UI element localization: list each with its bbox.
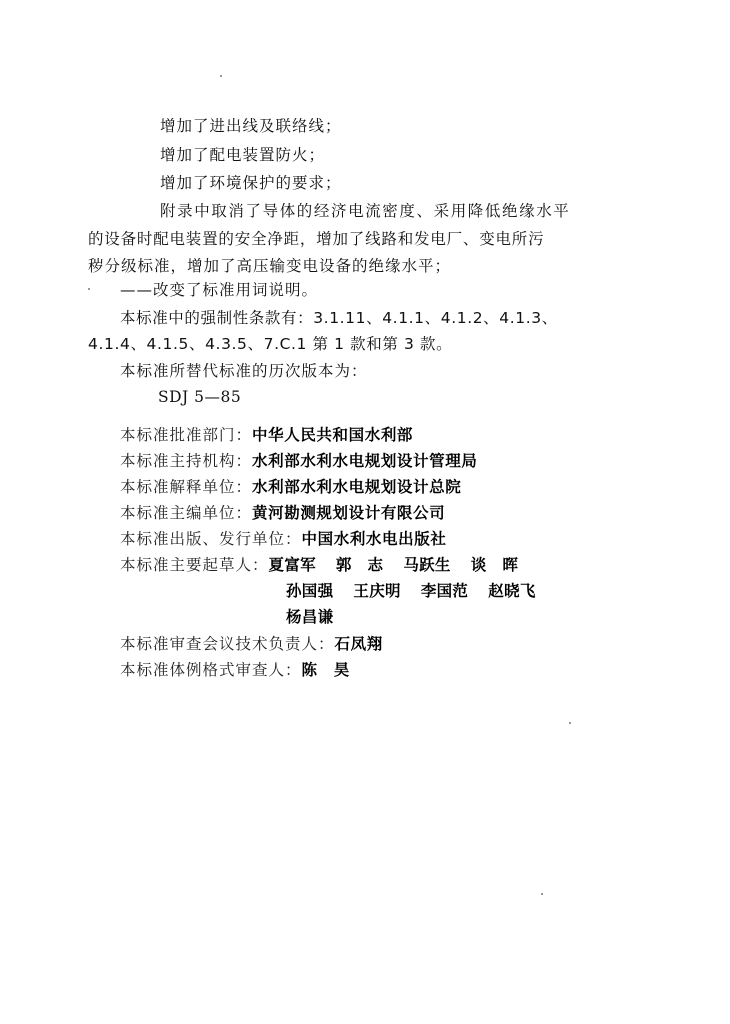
paragraph-line: 本标准中的强制性条款有：3.1.11、4.1.1、4.1.2、4.1.3、 — [120, 309, 558, 327]
scan-speck — [569, 722, 571, 724]
drafter-name: 夏富军 — [268, 556, 316, 574]
previous-edition-code: SDJ 5—85 — [158, 388, 242, 406]
credit-label: 本标准体例格式审查人： — [120, 661, 302, 679]
paragraph-line: 秽分级标准，增加了高压输变电设备的绝缘水平； — [88, 257, 452, 275]
paragraph-line: 本标准所替代标准的历次版本为： — [120, 362, 368, 380]
credit-label: 本标准主编单位： — [120, 504, 253, 522]
credit-label: 本标准批准部门： — [120, 426, 253, 444]
paragraph-line: 增加了配电装置防火； — [160, 146, 326, 164]
drafter-name: 李国范 — [420, 582, 469, 600]
credit-label: 本标准解释单位： — [120, 478, 253, 496]
drafter-name: 赵晓飞 — [488, 582, 536, 600]
credit-value: 中国水利水电出版社 — [301, 530, 447, 548]
credit-publisher — [120, 529, 446, 549]
paragraph-line: ——改变了标准用词说明。 — [120, 281, 319, 299]
credit-label: 本标准出版、发行单位： — [120, 530, 302, 548]
credit-drafters-row3 — [286, 607, 353, 627]
credit-value: 水利部水利水电规划设计总院 — [252, 478, 462, 496]
credit-label: 本标准主要起草人： — [120, 556, 269, 574]
credit-drafters-row2 — [286, 581, 556, 601]
paragraph-line: 4.1.4、4.1.5、4.3.5、7.C.1 第 1 款和第 3 款。 — [88, 335, 453, 353]
credit-value: 水利部水利水电规划设计管理局 — [252, 452, 478, 470]
drafter-name: 杨昌谦 — [286, 608, 334, 626]
paragraph-line: 的设备时配电装置的安全净距，增加了线路和发电厂、变电所污 — [88, 230, 545, 248]
drafter-name: 谈 晖 — [470, 556, 519, 574]
scan-speck — [541, 893, 543, 895]
credit-review — [120, 634, 383, 654]
paragraph-line: 增加了进出线及联络线； — [160, 117, 342, 135]
credit-value: 陈 昊 — [301, 661, 350, 679]
drafter-name: 郭 志 — [335, 556, 384, 574]
paragraph-line: 附录中取消了导体的经济电流密度、采用降低绝缘水平 — [160, 202, 571, 220]
credit-format — [120, 660, 350, 680]
drafter-name: 王庆明 — [353, 582, 401, 600]
paragraph-line: 增加了环境保护的要求； — [160, 174, 342, 192]
scan-speck — [220, 75, 222, 77]
credit-value: 石凤翔 — [334, 635, 383, 653]
credit-interpret — [120, 477, 461, 497]
credit-drafters — [120, 555, 538, 575]
credit-value: 黄河勘测规划设计有限公司 — [252, 504, 446, 522]
drafter-name: 孙国强 — [286, 582, 334, 600]
scan-speck — [88, 288, 90, 290]
credit-label: 本标准审查会议技术负责人： — [120, 635, 335, 653]
credit-label: 本标准主持机构： — [120, 452, 253, 470]
credit-approval — [120, 425, 413, 445]
drafter-name: 马跃生 — [403, 556, 451, 574]
credit-value: 中华人民共和国水利部 — [252, 426, 414, 444]
credit-host — [120, 451, 477, 471]
credit-editor — [120, 503, 445, 523]
